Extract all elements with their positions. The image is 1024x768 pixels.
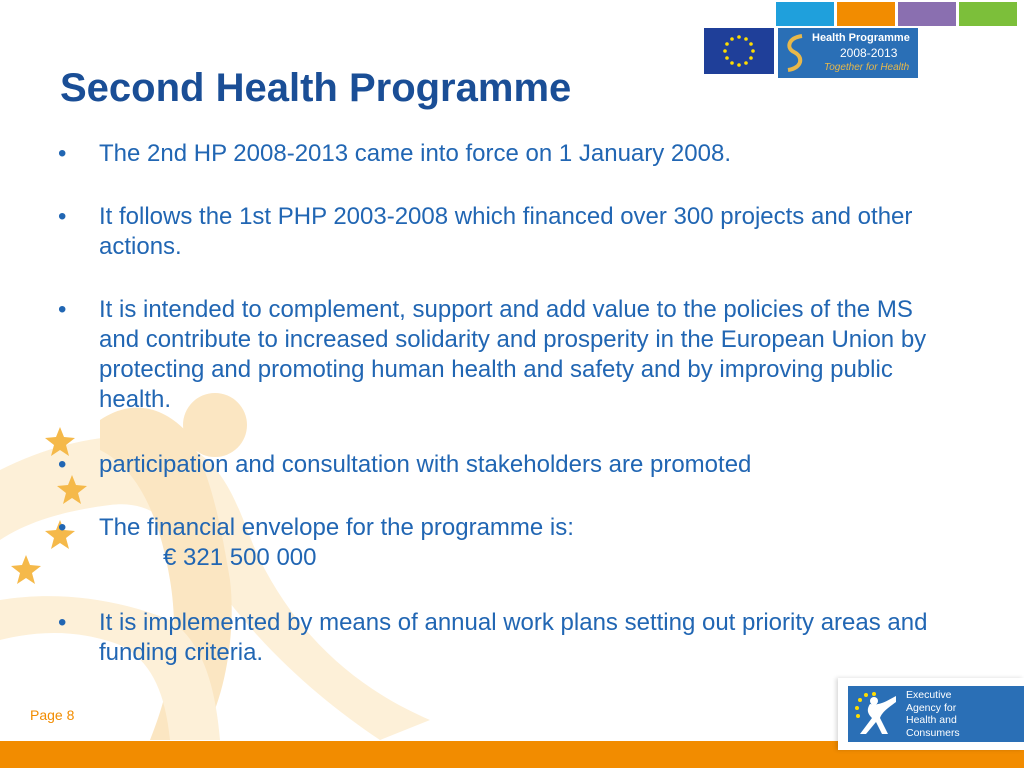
eahc-line: Agency for [906,701,957,714]
bullet-item [58,608,938,668]
bullet-dot: • [58,451,67,478]
health-programme-logo [778,28,918,78]
bullet-text: participation and consultation with stakeholders are promoted [99,451,752,478]
bullet-item [58,202,938,262]
bullet-dot: • [58,140,67,167]
bullet-dot: • [58,296,67,323]
eahc-logo-box [838,678,1024,750]
bullet-text: It follows the 1st PHP 2003-2008 which financed over 300 projects and other actions. [99,203,913,260]
bullet-list [58,139,938,668]
budget-amount: € 321 500 000 [163,544,317,571]
eahc-logo-text [906,689,1024,739]
bullet-dot: • [58,514,67,541]
eahc-line: Health and [906,714,957,726]
bullet-item [58,450,938,480]
health-programme-tagline: Together for Health [824,62,910,73]
bullet-item [58,139,938,169]
colour-tab [776,2,834,26]
bullet-item [58,295,938,415]
colour-tabs [776,2,1017,26]
slide-title: Second Health Programme [60,66,572,110]
bullet-dot: • [58,203,67,230]
bullet-dot: • [58,609,67,636]
bullet-text: The 2nd HP 2008-2013 came into force on 1 January 2008. [99,140,731,167]
health-programme-years: 2008-2013 [840,46,898,60]
health-programme-title: Health Programme [812,32,910,44]
colour-tab [898,2,956,26]
eu-flag-icon [704,28,774,74]
bullet-text: It is intended to complement, support and add value to the policies of the MS and contribute to increased solidarity and prosperity in the European Union by protecting and promoting human health and safety and by improving public health. [99,296,927,413]
colour-tab [837,2,895,26]
bullet-text: The financial envelope for the programme is: [99,514,574,541]
swirl-logo-icon [782,32,810,74]
bullet-item [58,513,938,573]
star-icon [11,555,41,584]
page-number: Page 8 [30,707,75,723]
eahc-line: Consumers [906,726,960,739]
colour-tab [959,2,1017,26]
figure-with-stars-icon [852,690,900,738]
eahc-line: Executive [906,689,952,701]
eahc-logo [848,686,1024,742]
bullet-text: It is implemented by means of annual work plans setting out priority areas and funding criteria. [99,609,928,666]
